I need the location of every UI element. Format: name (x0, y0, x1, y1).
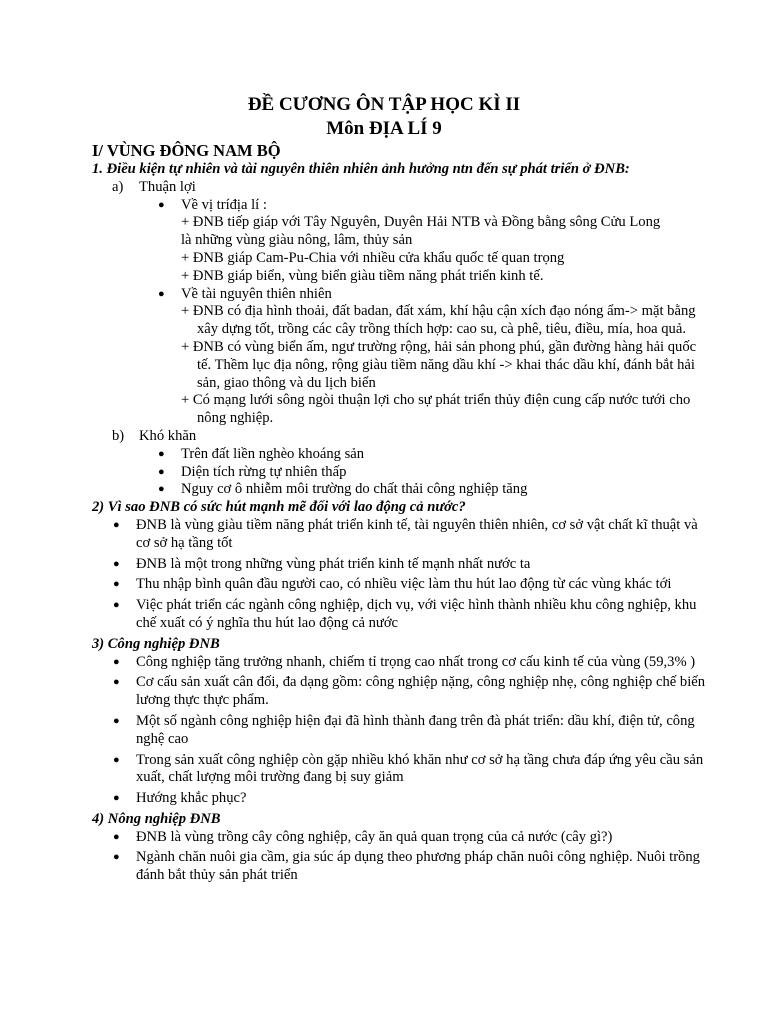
bullet-text: Về vị tríđịa lí : (181, 196, 267, 213)
detail-line: + ĐNB giáp Cam-Pu-Chia với nhiều cửa khẩu quốc tế quan trọng (181, 249, 565, 266)
bullet-icon: ● (158, 198, 165, 211)
bullet-item (92, 517, 712, 553)
bullet-item (92, 576, 712, 594)
bullet-text: Cơ cấu sản xuất cân đối, đa dạng gồm: công nghiệp nặng, công nghiệp nhẹ, công nghiệp chế biến lương thực thực phẩm. (136, 674, 706, 709)
bullet-icon: ● (158, 287, 165, 300)
bullet-icon: ● (113, 792, 120, 805)
bullet-item (92, 829, 712, 847)
bullet-text: Việc phát triển các ngành công nghiệp, dịch vụ, với việc hình thành nhiều khu công nghiệp, khu chế xuất có ý nghĩa thu hút lao động cả nước (136, 597, 697, 631)
sub-heading-difficulties (92, 428, 712, 446)
bullet-text: Hướng khắc phục? (136, 790, 247, 807)
bullet-icon: ● (113, 655, 120, 668)
bullet-item (92, 849, 712, 885)
bullet-text: Trên đất liền nghèo khoáng sản (181, 445, 365, 462)
detail-line: + ĐNB có địa hình thoải, đất badan, đất xám, khí hậu cận xích đạo nóng ẩm-> mặt bằng xây dựng tốt, trồng các cây trồng thích hợp: cao su, cà phê, tiêu, điều, mía, hoa quả. (181, 303, 696, 338)
bullet-text: ĐNB là vùng giàu tiềm năng phát triển kinh tế, tài nguyên thiên nhiên, cơ sở vật chất kĩ thuật và cơ sở hạ tầng tốt (136, 516, 698, 551)
bullet-item (92, 464, 712, 482)
detail-line-continued: là những vùng giàu nông, lâm, thủy sản (181, 232, 413, 249)
detail-line: + ĐNB giáp biển, vùng biển giàu tiềm năng phát triển kinh tế. (181, 267, 544, 284)
bullet-icon: ● (113, 714, 120, 727)
sub-heading-label: Khó khăn (139, 427, 197, 444)
bullet-text: Nguy cơ ô nhiễm môi trường do chất thải công nghiệp tăng (181, 481, 528, 498)
document-subtitle: Môn ĐỊA LÍ 9 (326, 118, 442, 139)
bullet-text: Một số ngành công nghiệp hiện đại đã hình thành đang trên đà phát triển: dầu khí, điện tử, công nghệ cao (136, 712, 695, 747)
bullet-text: Trong sản xuất công nghiệp còn gặp nhiều khó khăn như cơ sở hạ tầng chưa đáp ứng yêu cầu sản xuất, chất lượng môi trường đang bị suy giảm (136, 751, 704, 786)
bullet-text: Ngành chăn nuôi gia cầm, gia súc áp dụng theo phương pháp chăn nuôi công nghiệp. Nuôi trồng đánh bắt thủy sản phát triển (136, 849, 700, 884)
section-heading: I/ VÙNG ĐÔNG NAM BỘ (92, 141, 281, 160)
bullet-icon: ● (158, 483, 165, 496)
bullet-icon: ● (113, 518, 120, 531)
question-3-title: 3) Công nghiệp ĐNB (92, 635, 220, 652)
bullet-icon: ● (113, 830, 120, 843)
question-1-title: 1. Điều kiện tự nhiên và tài nguyên thiên nhiên ảnh hưởng ntn đến sự phát triển ở ĐNB: (92, 161, 630, 177)
bullet-icon: ● (158, 465, 165, 478)
bullet-item (92, 674, 712, 710)
bullet-item (92, 286, 712, 304)
detail-line: + ĐNB tiếp giáp với Tây Nguyên, Duyên Hải NTB và Đồng bằng sông Cửu Long (181, 214, 661, 231)
bullet-text: Công nghiệp tăng trưởng nhanh, chiếm tỉ trọng cao nhất trong cơ cấu kinh tế của vùng (59,3% ) (136, 653, 696, 670)
bullet-icon: ● (113, 557, 120, 570)
bullet-item (92, 446, 712, 464)
bullet-text: Thu nhập bình quân đầu người cao, có nhiều việc làm thu hút lao động từ các vùng khác tới (136, 576, 672, 593)
bullet-item (92, 790, 712, 808)
bullet-icon: ● (113, 753, 120, 766)
list-marker-b: b) (112, 427, 125, 444)
bullet-item (92, 556, 712, 574)
bullet-item (92, 481, 712, 499)
detail-line: + Có mạng lưới sông ngòi thuận lợi cho sự phát triển thủy điện cung cấp nước tưới cho nông nghiệp. (181, 392, 691, 427)
sub-heading-advantages (92, 179, 712, 197)
detail-line: + ĐNB có vùng biển ấm, ngư trường rộng, hải sản phong phú, gần đường hàng hải quốc tế. Thềm lục địa nông, rộng giàu tiềm năng dầu khí -> khai thác dầu khí, đánh bắt hải sản, giao thông và du lịch biển (181, 338, 697, 391)
question-2-title: 2) Vì sao ĐNB có sức hút mạnh mẽ đối với lao động cả nước? (92, 499, 466, 516)
bullet-item (92, 713, 712, 749)
bullet-icon: ● (113, 578, 120, 591)
bullet-item (92, 654, 712, 672)
list-marker-a: a) (112, 178, 124, 195)
document-body (92, 141, 712, 888)
bullet-text: Về tài nguyên thiên nhiên (181, 285, 332, 302)
bullet-icon: ● (113, 676, 120, 689)
bullet-text: Diện tích rừng tự nhiên thấp (181, 463, 347, 480)
document-title: ĐỀ CƯƠNG ÔN TẬP HỌC KÌ II (247, 94, 521, 115)
bullet-text: ĐNB là một trong những vùng phát triển kinh tế mạnh nhất nước ta (136, 555, 531, 572)
bullet-icon: ● (113, 599, 120, 612)
question-4-title: 4) Nông nghiệp ĐNB (92, 810, 221, 827)
bullet-text: ĐNB là vùng trồng cây công nghiệp, cây ăn quả quan trọng của cả nước (cây gì?) (136, 828, 613, 845)
bullet-icon: ● (113, 851, 120, 864)
bullet-item (92, 197, 712, 215)
sub-heading-label: Thuận lợi (139, 178, 196, 195)
bullet-item (92, 752, 712, 788)
bullet-icon: ● (158, 447, 165, 460)
bullet-item (92, 597, 712, 633)
